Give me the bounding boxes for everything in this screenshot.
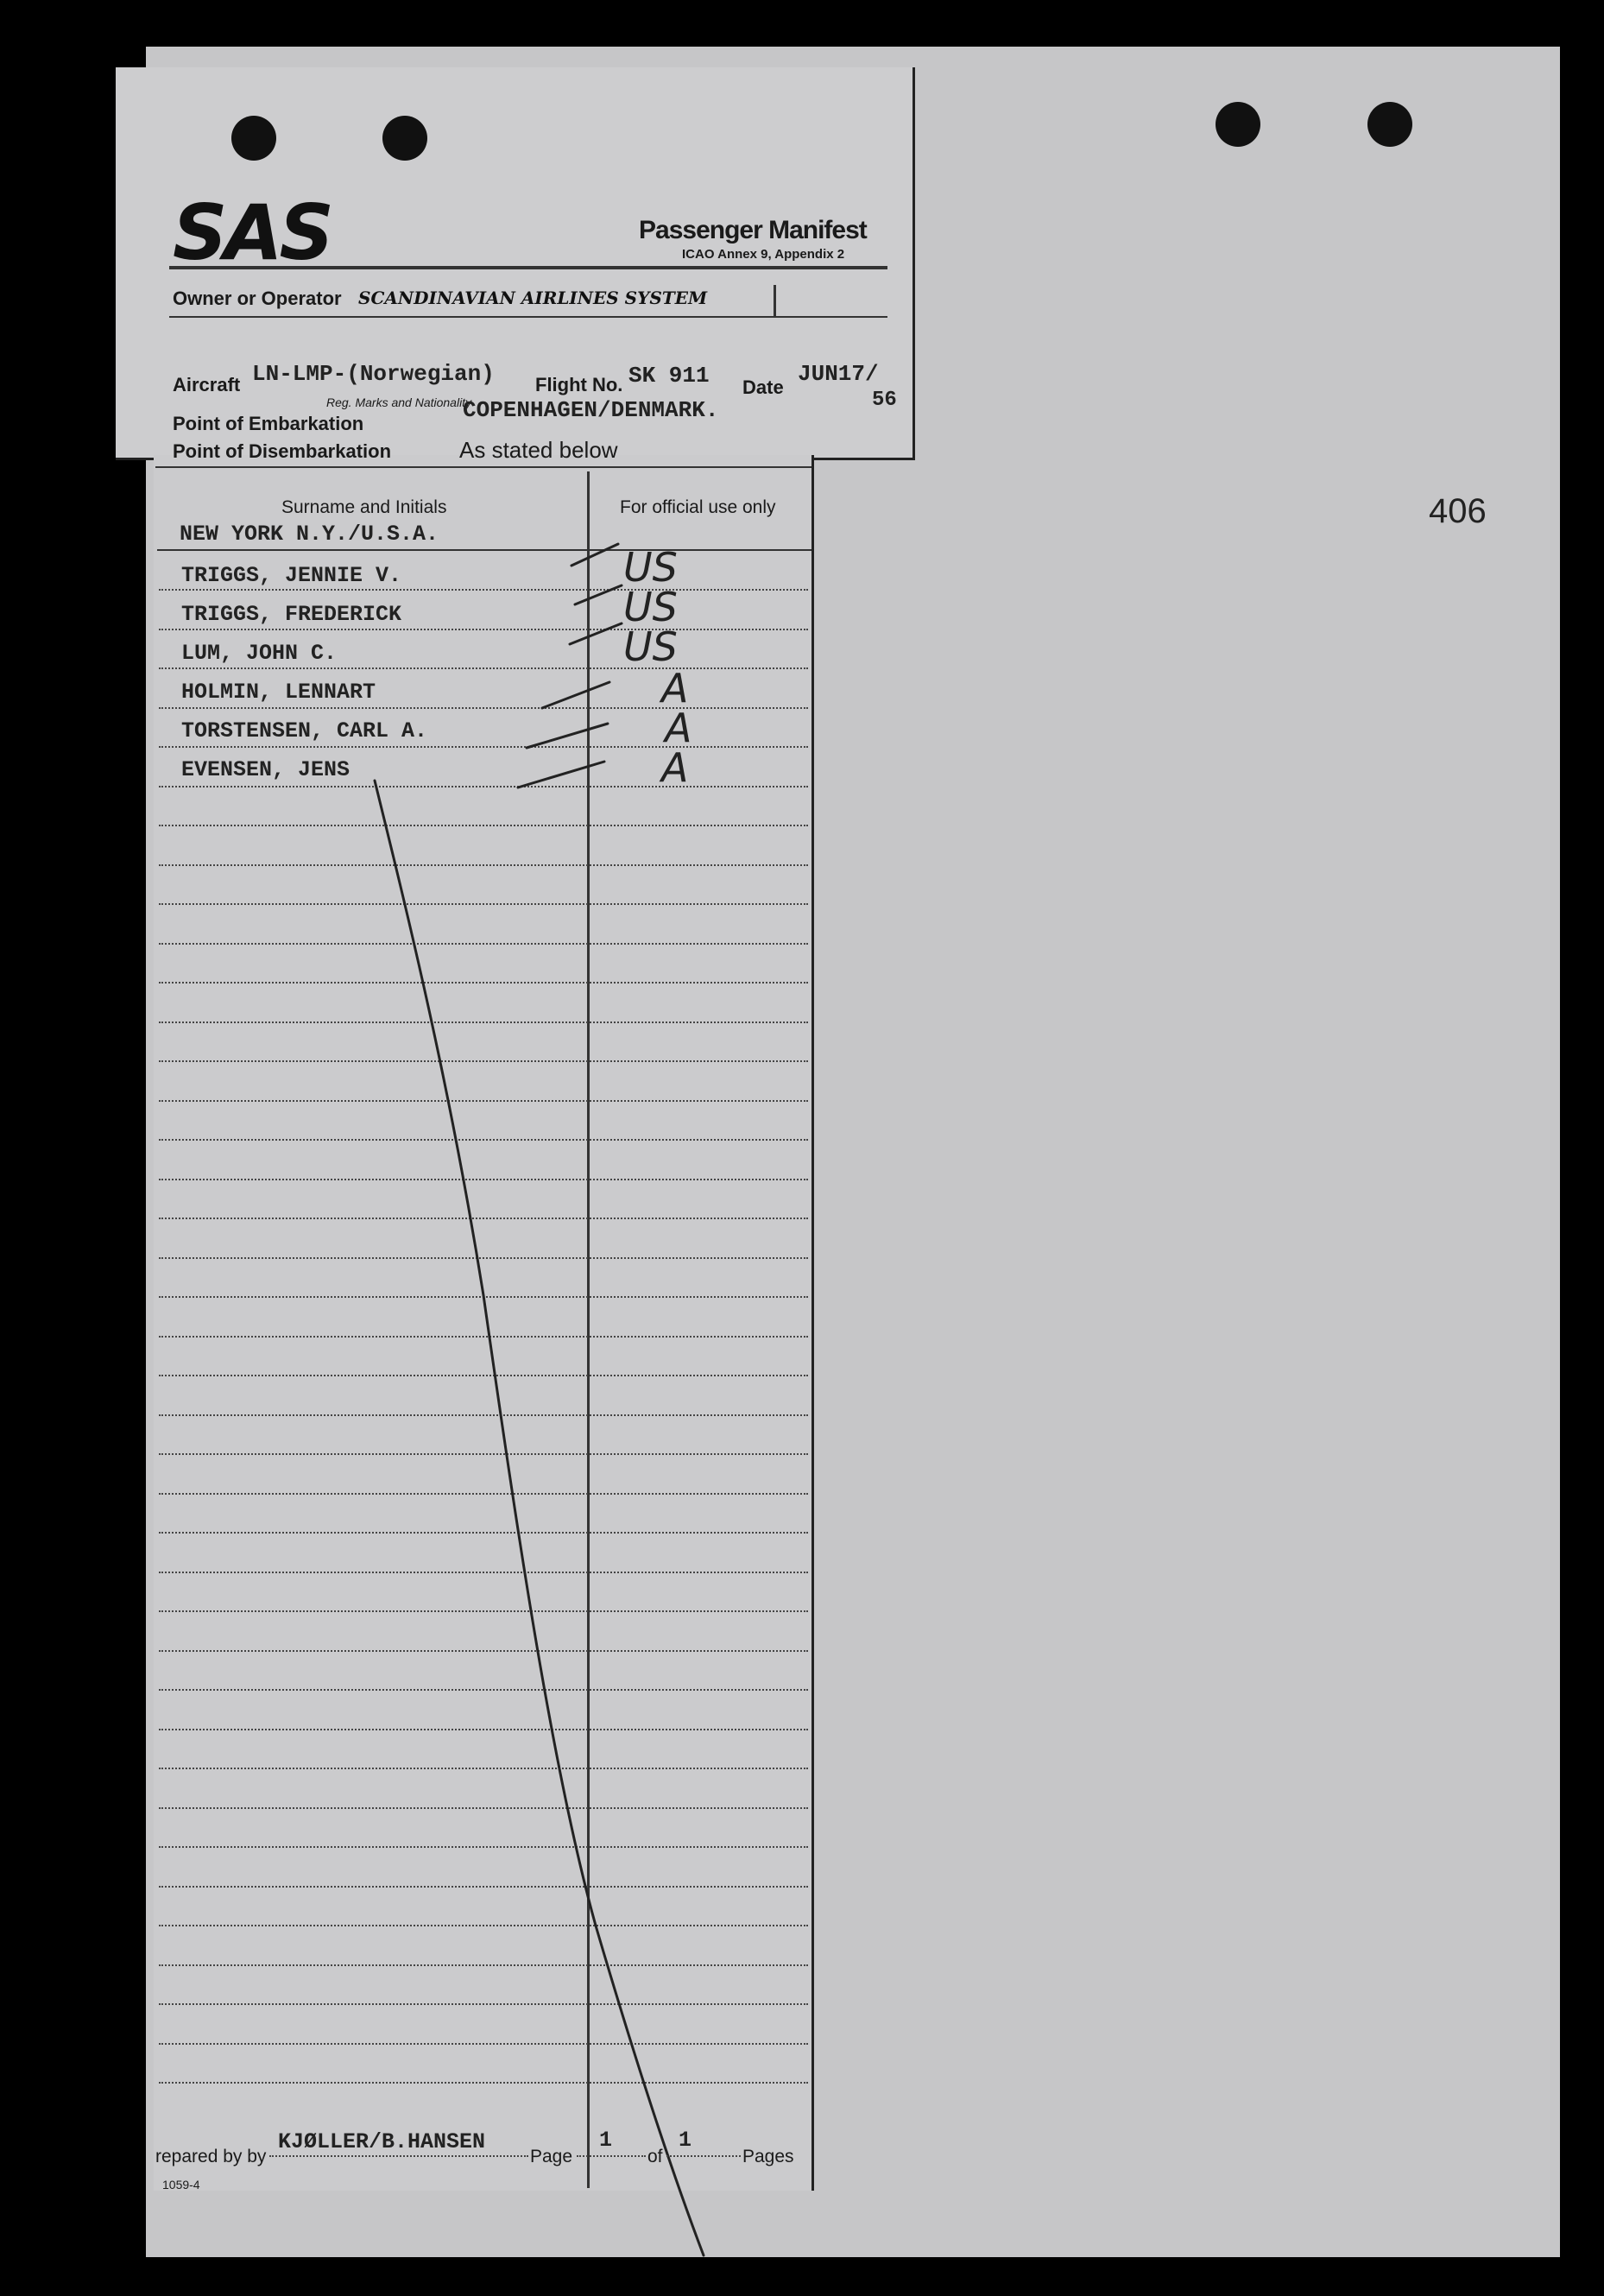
form-title: Passenger Manifest <box>639 216 867 244</box>
tick-mark <box>570 623 622 644</box>
disembarkation-value: As stated below <box>459 437 618 463</box>
cancellation-stroke <box>375 781 704 2255</box>
official-mark: US <box>623 544 678 591</box>
prepared-value: KJØLLER/B.HANSEN <box>278 2129 486 2154</box>
embarkation-label: Point of Embarkation <box>173 413 364 434</box>
underline <box>666 2155 741 2157</box>
tick-mark <box>572 544 618 566</box>
passenger-name: LUM, JOHN C. <box>181 641 338 666</box>
official-mark: US <box>623 623 678 670</box>
passenger-name: TRIGGS, FREDERICK <box>181 602 402 627</box>
underline <box>269 2155 528 2157</box>
aircraft-label: Aircraft <box>173 374 241 395</box>
of-label: of <box>647 2147 663 2166</box>
underline <box>577 2155 646 2157</box>
tick-mark <box>575 585 622 604</box>
owner-value: SCANDINAVIAN AIRLINES SYSTEM <box>358 288 708 308</box>
pages-label: Pages <box>742 2147 794 2166</box>
form-number: 1059-4 <box>162 2178 200 2192</box>
date-year: 56 <box>872 389 897 412</box>
of-value: 1 <box>679 2128 692 2153</box>
form-subtitle: ICAO Annex 9, Appendix 2 <box>682 247 845 262</box>
aircraft-sublabel: Reg. Marks and Nationality <box>326 395 472 409</box>
flight-label: Flight No. <box>535 374 623 395</box>
date-label: Date <box>742 376 784 398</box>
embarkation-value: COPENHAGEN/DENMARK. <box>463 397 719 423</box>
date-value: JUN17/ <box>798 361 879 387</box>
stamp-number: 406 <box>1429 492 1487 530</box>
passenger-name: TRIGGS, JENNIE V. <box>181 563 402 588</box>
disembarkation-label: Point of Disembarkation <box>173 440 392 462</box>
destination: NEW YORK N.Y./U.S.A. <box>180 522 439 547</box>
official-mark: A <box>661 665 689 712</box>
page-label: Page <box>530 2147 573 2166</box>
col-header-official: For official use only <box>620 497 776 517</box>
tick-mark <box>518 762 604 787</box>
official-mark: A <box>665 705 692 751</box>
official-mark: US <box>623 584 678 630</box>
passenger-name: HOLMIN, LENNART <box>181 680 376 705</box>
col-header-names: Surname and Initials <box>281 497 447 517</box>
page-value: 1 <box>599 2128 613 2153</box>
sas-logo: SAS <box>173 188 331 277</box>
passenger-name: TORSTENSEN, CARL A. <box>181 718 428 743</box>
tick-mark <box>542 682 609 708</box>
flight-value: SK 911 <box>628 363 710 389</box>
tick-mark <box>527 724 608 748</box>
passenger-name: EVENSEN, JENS <box>181 757 350 782</box>
prepared-label: repared by by <box>155 2147 267 2166</box>
official-mark: A <box>661 744 689 791</box>
aircraft-value: LN-LMP-(Norwegian) <box>252 361 495 387</box>
owner-label: Owner or Operator <box>173 288 342 309</box>
